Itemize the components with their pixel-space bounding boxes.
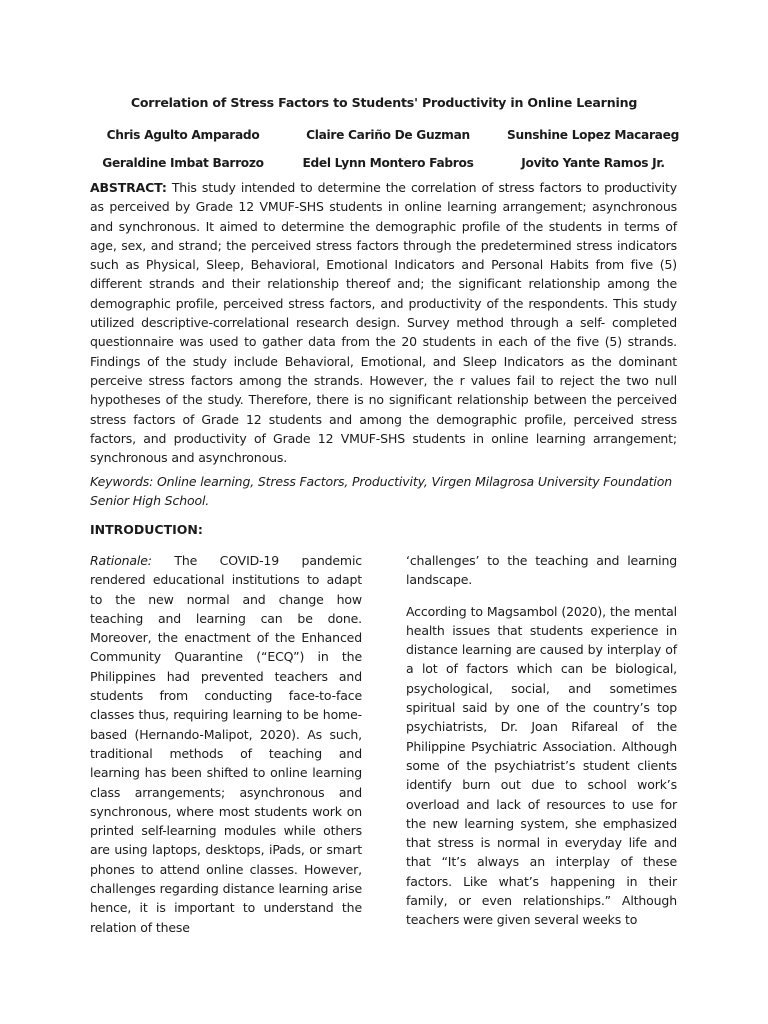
- abstract-label: ABSTRACT:: [90, 180, 167, 195]
- author-row-1: [88, 121, 688, 149]
- right-column: [406, 551, 677, 942]
- keywords: Keywords: Online learning, Stress Factors, Productivity, Virgen Milagrosa University Foundation Senior High School.: [90, 474, 672, 509]
- abstract: [90, 178, 677, 467]
- author-name: Chris Agulto Amparado: [106, 128, 260, 142]
- paper-title: Correlation of Stress Factors to Students' Productivity in Online Learning: [130, 95, 638, 110]
- rationale-label: Rationale:: [90, 553, 152, 568]
- left-column: [90, 551, 362, 949]
- author-name: Jovito Yante Ramos Jr.: [521, 156, 665, 170]
- author-name: Geraldine Imbat Barrozo: [102, 156, 264, 170]
- rationale-text: The COVID-19 pandemic rendered educational institutions to adapt to the new normal and change how teaching and learning can be done. Moreover, the enactment of the Enhanced Community Quarantine (“ECQ”) in the Philippines had prevented teachers and students from conducting face-to-face classes thus, requiring learning to be home-based (Hernando-Malipot, 2020). As such, traditional methods of teaching and learning has been shifted to online learning class arrangements; asynchronous and synchronous, where most students work on printed self-learning modules while others are using laptops, desktops, iPads, or smart phones to attend online classes. However, challenges regarding distance learning arise hence, it is important to understand the relation of these: [90, 553, 362, 935]
- author-name: Edel Lynn Montero Fabros: [302, 156, 474, 170]
- author-row-2: [88, 149, 688, 177]
- rationale-paragraph: [90, 551, 362, 937]
- abstract-text: This study intended to determine the correlation of stress factors to productivity as perceived by Grade 12 VMUF-SHS students in online learning arrangement; asynchronous and synchronous. It aimed to determine the demographic profile of the students in terms of age, sex, and strand; the perceived stress factors through the predetermined stress indicators such as Physical, Sleep, Behavioral, Emotional Indicators and Personal Habits from five (5) different strands and their relationship thereof and; the significant relationship among the demographic profile, perceived stress factors, and productivity of the respondents. This study utilized descriptive-correlational research design. Survey method through a self- completed questionnaire was used to gather data from the 20 students in each of the five (5) strands. Findings of the study include Behavioral, Emotional, and Sleep Indicators as the dominant perceive stress factors among the strands. However, the r values fail to reject the two null hypotheses of the study. Therefore, there is no significant relationship between the perceived stress factors of Grade 12 students and among the demographic profile, perceived stress factors, and productivity of Grade 12 VMUF-SHS students in online learning arrangement; synchronous and asynchronous.: [90, 180, 677, 466]
- author-list: [88, 121, 688, 177]
- paragraph: ‘challenges’ to the teaching and learning landscape.: [406, 553, 677, 588]
- paragraph: According to Magsambol (2020), the mental health issues that students experience in distance learning are caused by interplay of a lot of factors which can be biological, psychological, social, and sometimes spiritual said by one of the country’s top psychiatrists, Dr. Joan Rifareal of the Philippine Psychiatric Association. Although some of the psychiatrist’s student clients identify burn out due to school work’s overload and lack of resources to use for the new learning system, she emphasized that stress is normal in everyday life and that “It’s always an interplay of these factors. Like what’s happening in their family, or even relationships.” Although teachers were given several weeks to: [406, 603, 677, 928]
- introduction-heading: INTRODUCTION:: [90, 522, 203, 537]
- author-name: Claire Cariño De Guzman: [306, 128, 470, 142]
- author-name: Sunshine Lopez Macaraeg: [506, 128, 679, 142]
